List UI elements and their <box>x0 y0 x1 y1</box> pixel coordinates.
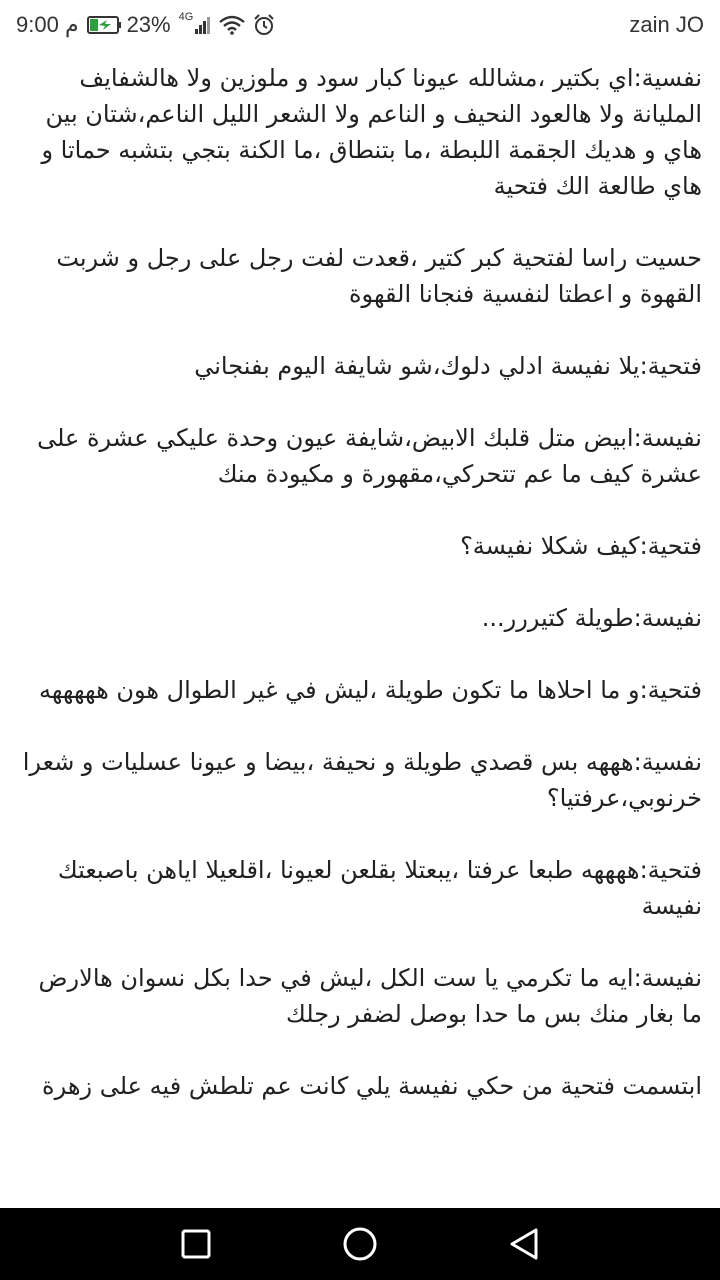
status-left-group <box>16 12 275 38</box>
recents-button[interactable] <box>174 1222 218 1266</box>
story-content[interactable] <box>0 50 720 1208</box>
home-button[interactable] <box>338 1222 382 1266</box>
carrier-name: zain JO <box>629 12 704 37</box>
circle-home-icon <box>342 1226 378 1262</box>
battery-charging-icon <box>87 15 123 35</box>
battery-percent: 23% <box>126 12 171 37</box>
status-bar <box>0 0 720 50</box>
story-paragraph: نفيسة:ايه ما تكرمي يا ست الكل ،ليش في حدا بكل نسوان هالارض ما بغار منك بس ما حدا بوصل لضفر رجلك <box>38 964 702 1028</box>
story-paragraph: نفيسة:ابيض متل قلبك الابيض،شايفة عيون وحدة عليكي عشرة على عشرة كيف ما عم تتحركي،مقهورة و مكيودة منك <box>37 424 702 488</box>
wifi-icon <box>219 15 245 35</box>
status-time: 9:00 م <box>16 12 79 37</box>
story-paragraph: نفيسة:طويلة كتيررر... <box>481 604 702 632</box>
story-paragraph: نفسية:هههه بس قصدي طويلة و نحيفة ،بيضا و عيونا عسليات و شعرا خرنوبي،عرفتيا؟ <box>22 748 702 812</box>
triangle-back-icon <box>508 1227 540 1261</box>
cell-signal-icon <box>195 16 211 34</box>
alarm-clock-icon <box>253 14 275 36</box>
back-button[interactable] <box>502 1222 546 1266</box>
story-paragraph: فتحية:كيف شكلا نفيسة؟ <box>460 532 702 560</box>
square-recents-icon <box>181 1229 211 1259</box>
story-paragraph: نفسية:اي بكتير ،مشالله عيونا كبار سود و ملوزين ولا هالشفايف المليانة ولا هالعود النحيف و الناعم ولا الشعر الليل الناعم،شتان بين هاي و هديك الجقمة اللبطة ،ما بتنطاق ،ما الكنة بتجي بتشبه حماتا و هاي طالعة الك فتحية <box>41 64 702 200</box>
story-paragraph: فتحية:يلا نفيسة ادلي دلوك،شو شايفة اليوم بفنجاني <box>194 352 702 380</box>
story-paragraph: حسيت راسا لفتحية كبر كتير ،قعدت لفت رجل على رجل و شربت القهوة و اعطتا لنفسية فنجانا القهوة <box>56 244 702 308</box>
network-type: 4G <box>178 11 194 23</box>
story-paragraph: ابتسمت فتحية من حكي نفيسة يلي كانت عم تلطش فيه على زهرة <box>42 1072 702 1100</box>
story-paragraph: فتحية:و ما احلاها ما تكون طويلة ،ليش في غير الطوال هون هههههه <box>38 676 702 704</box>
navigation-bar <box>0 1208 720 1280</box>
story-paragraph: فتحية:ههههه طبعا عرفتا ،يبعتلا بقلعن لعيونا ،اقلعيلا اياهن باصبعتك نفيسة <box>57 856 702 920</box>
